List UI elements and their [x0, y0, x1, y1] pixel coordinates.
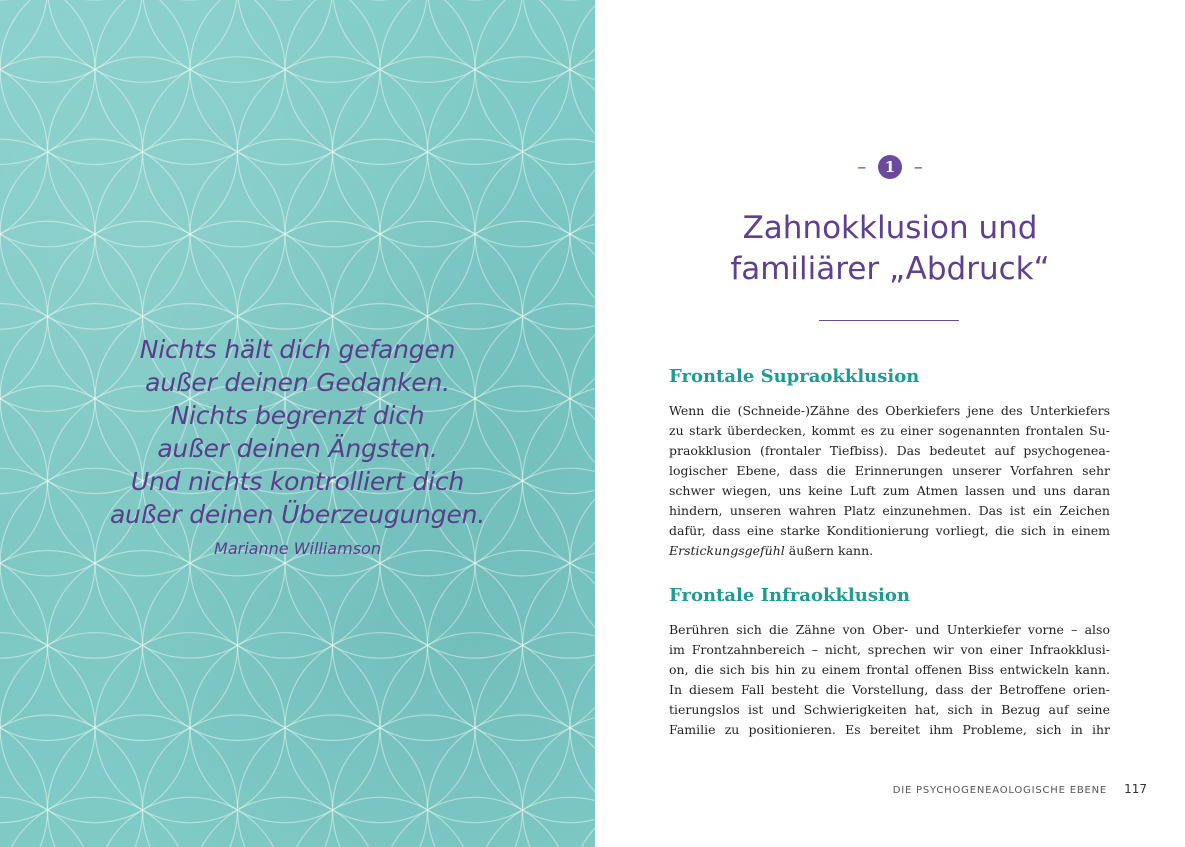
pattern-circle: [0, 551, 143, 741]
pattern-circle: [0, 57, 143, 247]
pattern-circle: [48, 715, 238, 847]
pattern-circle: [0, 0, 190, 165]
body-line: on, die sich bis hin zu einem frontal offenen Biss entwickeln kann.: [669, 662, 1110, 677]
pattern-circle: [570, 139, 595, 329]
pattern-circle: [380, 0, 570, 165]
pattern-circle: [570, 304, 595, 494]
pattern-circle: [523, 0, 596, 82]
pattern-circle: [428, 551, 596, 741]
title-divider: [819, 320, 959, 321]
section-body-supraokklusion: [669, 401, 1110, 561]
body-line: logischer Ebene, dass die Erinnerungen unserer Vorfahren sehr: [669, 463, 1110, 478]
quote-line: Nichts begrenzt dich: [170, 401, 425, 430]
section-heading-infraokklusion: Frontale Infraokklusion: [669, 585, 910, 606]
pattern-circle: [0, 633, 95, 823]
pattern-circle: [0, 139, 95, 329]
pattern-circle: [333, 715, 523, 847]
italic-term: Erstickungsgefühl: [669, 543, 785, 558]
body-line: Berühren sich die Zähne von Ober- und Unterkiefer vorne – also: [669, 622, 1110, 637]
quote-line: außer deinen Ängsten.: [157, 434, 438, 463]
body-line: Familie zu positionieren. Es bereitet ihm Probleme, sich in ihr: [669, 722, 1110, 737]
pattern-circle: [190, 0, 380, 165]
chapter-title-line: familiärer „Abdruck“: [730, 251, 1050, 287]
pattern-circle: [0, 0, 48, 82]
body-line: im Frontzahnbereich – nicht, sprechen wir von einer Infraokklusi-: [669, 642, 1110, 657]
pattern-circle: [143, 715, 333, 847]
body-line-last: [669, 541, 1110, 561]
running-head: DIE PSYCHOGENEAOLOGISCHE EBENE: [892, 785, 1107, 796]
quote-line: außer deinen Überzeugungen.: [109, 500, 486, 529]
pattern-circle: [523, 57, 596, 247]
pattern-circle: [0, 551, 48, 741]
pattern-circle: [95, 0, 285, 165]
quote-author: Marianne Williamson: [214, 539, 381, 558]
chapter-number-badge: 1: [878, 155, 902, 179]
pattern-circle: [523, 551, 596, 741]
quote-line: Nichts hält dich gefangen: [139, 335, 456, 364]
pattern-circle: [570, 633, 595, 823]
pattern-circle: [475, 633, 595, 823]
pattern-circle: [428, 57, 596, 247]
page-number: 117: [1124, 782, 1147, 796]
section-body-infraokklusion: [669, 620, 1110, 740]
quote-line: außer deinen Gedanken.: [145, 368, 450, 397]
body-line: Wenn die (Schneide-)Zähne des Oberkiefers jene des Unterkiefers: [669, 403, 1110, 418]
pattern-circle: [570, 468, 595, 658]
body-line: tierungslos ist und Schwierigkeiten hat, sich in Bezug auf seine: [669, 702, 1110, 717]
quote-block: [40, 333, 555, 558]
body-line: schwer wiegen, uns keine Luft zum Atmen lassen und uns daran: [669, 483, 1110, 498]
body-line: hindern, unseren wahren Platz einzunehmen. Das ist ein Zeichen: [669, 503, 1110, 518]
chapter-dash-left: –: [857, 156, 867, 178]
chapter-title-line: Zahnokklusion und: [742, 210, 1038, 246]
right-page: [595, 0, 1185, 847]
body-line: dafür, dass eine starke Konditionierung vorliegt, die sich in einem: [669, 523, 1110, 538]
pattern-circle: [238, 715, 428, 847]
body-line-rest: äußern kann.: [784, 543, 874, 558]
page-footer: [893, 778, 1147, 797]
chapter-dash-right: –: [913, 156, 923, 178]
body-line: In diesem Fall besteht die Vorstellung, dass der Betroffene orien-: [669, 682, 1110, 697]
pattern-circle: [475, 139, 595, 329]
section-heading-supraokklusion: Frontale Supraokklusion: [669, 366, 920, 387]
pattern-circle: [0, 715, 48, 847]
body-line: zu stark überdecken, kommt es zu einer sogenannten frontalen Su-: [669, 423, 1110, 438]
pattern-circle: [285, 0, 475, 165]
body-line: praokklusion (frontaler Tiefbiss). Das bedeutet auf psychogenea-: [669, 443, 1110, 458]
chapter-marker: [595, 155, 1185, 179]
quote-line: Und nichts kontrolliert dich: [130, 467, 465, 496]
chapter-title: [595, 208, 1185, 290]
pattern-circle: [0, 57, 48, 247]
pattern-circle: [0, 0, 143, 82]
